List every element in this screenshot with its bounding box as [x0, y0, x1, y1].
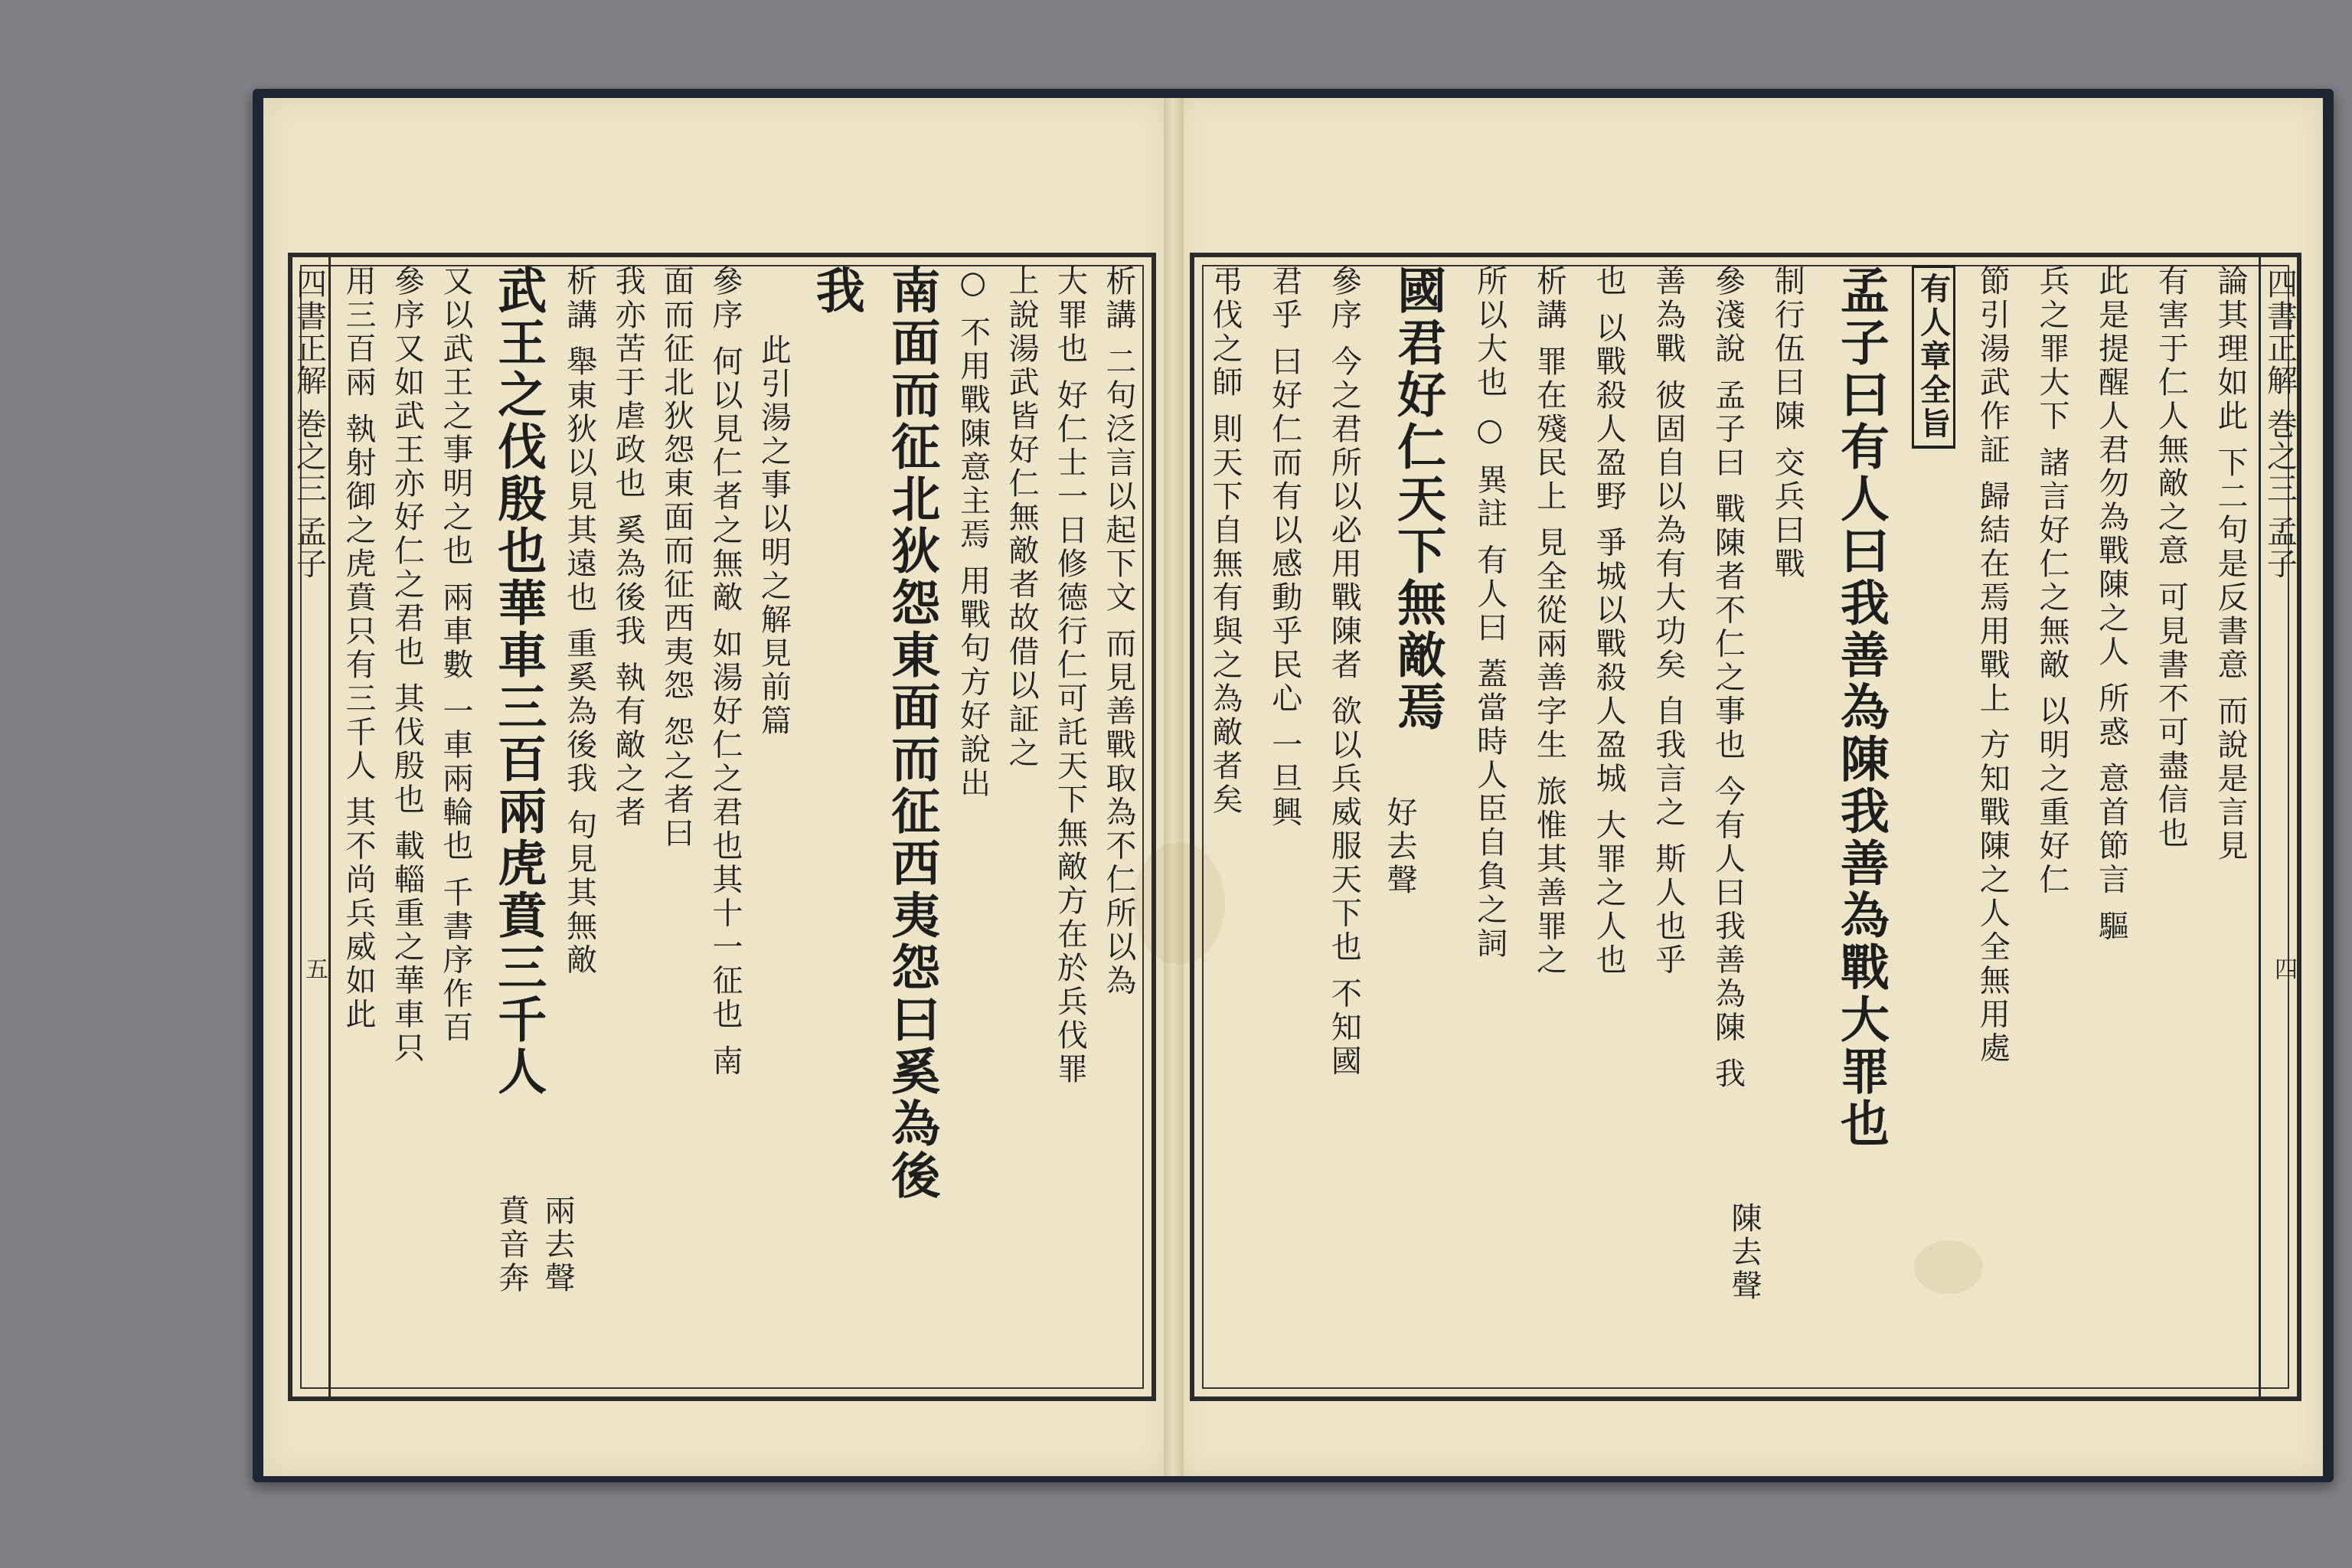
reading-note: 兩去聲 — [540, 1194, 575, 1295]
text-column: 又以武王之事明之也 兩車數 一車兩輪也 千書序作百 — [437, 265, 473, 1045]
text-column: 所以大也 ○ 異註 有人曰 蓋當時人臣自負之詞 — [1472, 265, 1508, 961]
left-folio: 五 — [301, 957, 328, 980]
text-column: 析講 罪在殘民上 見全從兩善字生 旅惟其善罪之 — [1531, 265, 1567, 978]
text-column: 參序 何以見仁者之無敵 如湯好仁之君也其十一征也 南 — [707, 265, 743, 1079]
text-column: 君乎 曰好仁而有以感動乎民心 一旦興 — [1266, 265, 1302, 830]
text-column: 用三百兩 執射御之虎賁只有三千人 其不尚兵威如此 — [341, 265, 376, 1032]
text-column: 參序 今之君所以必用戰陳者 欲以兵威服天下也 不知國 — [1326, 265, 1362, 1079]
text-column: 我亦苦于虐政也 奚為後我 執有敵之者 — [610, 265, 646, 830]
text-column: 制行伍曰陳 交兵曰戰 — [1769, 265, 1805, 581]
main-text-column: 孟子曰有人曰我善為陳我善為戰大罪也 — [1831, 265, 1890, 1150]
text-column: 有害于仁人無敵之意 可見書不可盡信也 — [2153, 265, 2189, 851]
right-running-head: 四書正解 巻之三 孟子 — [2259, 253, 2301, 1401]
text-column: 析講 二句泛言以起下文 而見善戰取為不仁所以為 — [1100, 265, 1136, 998]
text-column: 論其理如此 下二句是反書意 而說是言見 — [2213, 265, 2248, 864]
chapter-heading: 有人章全旨 — [1912, 265, 1955, 449]
left-running-head: 四書正解 巻之三 孟子 — [288, 253, 331, 1401]
main-text-column: 我 — [807, 265, 865, 317]
main-text-column: 國君好仁天下無敵焉 — [1389, 265, 1447, 733]
text-column: 析講 舉東狄以見其遠也 重奚為後我 句見其無敵 — [561, 265, 597, 978]
reading-note: 陳去聲 — [1726, 1202, 1762, 1303]
text-column: 弔伐之師 則天下自無有與之為敵者矣 — [1207, 265, 1243, 817]
text-column: 善為戰 彼固自以為有大功矣 自我言之 斯人也乎 — [1650, 265, 1686, 978]
text-column: 面而征北狄怨東面而征西夷怨 怨之者曰 — [658, 265, 694, 851]
reading-note: 賁音奔 — [494, 1194, 529, 1295]
main-text-column: 南面而征北狄怨東面而征西夷怨曰奚為後 — [883, 265, 941, 1202]
text-column: 此引湯之事以明之解見前篇 — [756, 334, 792, 738]
chapter-heading-column — [1912, 265, 1955, 1387]
text-column: 參淺說 孟子曰 戰陳者不仁之事也 今有人曰我善為陳 我 — [1710, 265, 1746, 1091]
text-column: 兵之罪大下 諸言好仁之無敵 以明之重好仁 — [2034, 265, 2069, 897]
text-column: 也 以戰殺人盈野 爭城以戰殺人盈城 大罪之人也 — [1591, 265, 1627, 978]
text-column: 節引湯武作証 歸結在焉用戰上 方知戰陳之人全無用處 — [1975, 265, 2011, 1066]
main-text-column: 武王之伐殷也華車三百兩虎賁三千人 — [489, 265, 547, 1098]
right-folio: 四 — [2270, 957, 2297, 980]
text-column: 大罪也 好仁士一日修德行仁可託天下無敵方在於兵伐罪 — [1052, 265, 1088, 1086]
book-gutter — [1164, 98, 1184, 1476]
text-column: 參序又如武王亦好仁之君也 其伐殷也 載輜重之華車只 — [389, 265, 425, 1066]
text-column: 上說湯武皆好仁無敵者故借以証之 — [1004, 265, 1040, 770]
reading-note: 好去聲 — [1382, 796, 1417, 897]
left-text-columns — [337, 265, 1141, 1387]
text-column: 此是提醒人君勿為戰陳之人 所惑 意首節言 驅 — [2093, 265, 2129, 944]
text-column: ○ 不用戰陳意主焉 用戰句方好說出 — [955, 265, 991, 801]
